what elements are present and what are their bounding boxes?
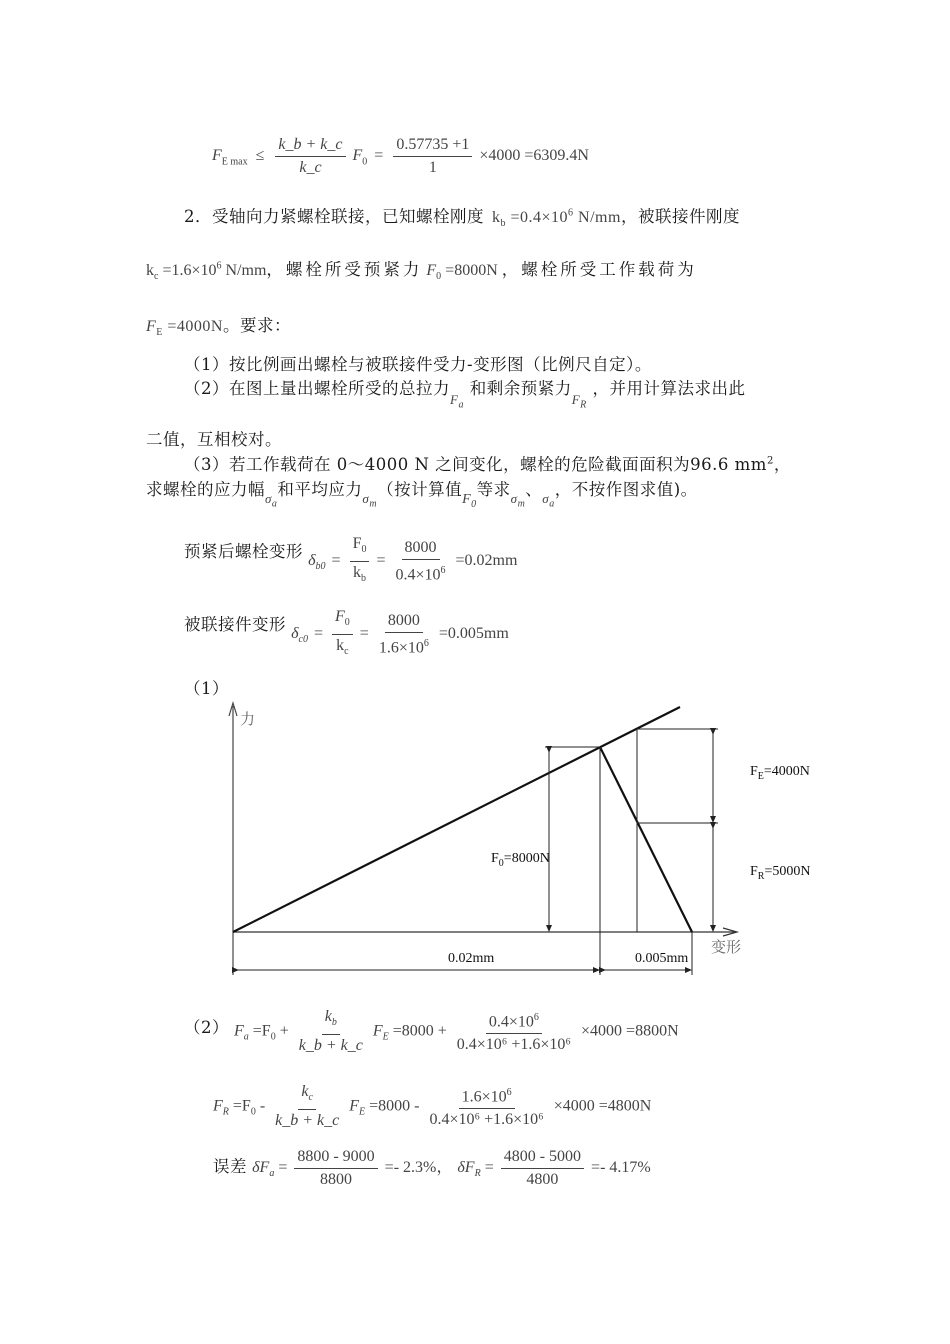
- problem-text: 求螺栓的应力幅: [146, 480, 265, 499]
- fraction-numerator: k_b + k_c: [275, 136, 345, 157]
- part-deformation-result: =0.005mm: [438, 625, 509, 643]
- fa-equation: [234, 1008, 679, 1055]
- stiffness-ratio: [272, 1083, 342, 1130]
- fraction-denominator: 4800: [526, 1171, 559, 1188]
- fraction-numerator: 4800 - 5000: [501, 1148, 584, 1169]
- kb-symbol: k: [324, 1008, 332, 1025]
- f0-value: =8000N: [503, 851, 550, 866]
- fr-equation: [213, 1083, 651, 1130]
- fe-label: [750, 764, 810, 782]
- fa-symbol: F: [450, 392, 459, 407]
- f0-term: =F: [252, 1022, 271, 1040]
- delta-fr-symbol: δF: [457, 1159, 475, 1177]
- bolt-deformation-label: 预紧后螺栓变形: [184, 542, 303, 562]
- f0-symbol: F: [335, 608, 345, 625]
- error-r-result: =- 4.17%: [591, 1159, 651, 1177]
- eq-relation: ≤: [255, 147, 265, 165]
- fr-symbol: F: [571, 392, 581, 407]
- error-fraction-a: [294, 1148, 377, 1189]
- bolt-deform-label: 0.02mm: [448, 951, 495, 966]
- problem-text: ，不按作图求值)。: [554, 480, 698, 499]
- area-exp: 2: [766, 455, 774, 467]
- delta-sub: c0: [298, 634, 308, 646]
- sigma-m: σ: [362, 491, 370, 506]
- fraction-numerator: 0.4×10: [488, 1013, 534, 1031]
- requirement-1: （1）按比例画出螺栓与被联接件受力-变形图（比例尺自定）。: [184, 355, 652, 374]
- kb-unit: N/mm: [578, 209, 621, 226]
- stiffness-ratio: [296, 1008, 366, 1055]
- f0-value: =8000N: [445, 262, 498, 279]
- f0-symbol: F: [426, 262, 437, 279]
- fraction-denominator: 8800: [320, 1171, 352, 1188]
- fa-result: ×4000 =8800N: [581, 1022, 679, 1040]
- fa-numeric: =8000 +: [392, 1022, 447, 1040]
- problem-text: ，螺栓所受预紧力: [266, 260, 423, 279]
- problem-text: ，: [773, 455, 791, 474]
- fraction-denominator: 0.4×10⁶ +1.6×10⁶: [456, 1036, 572, 1054]
- part-deformation-equation: 被联接件变形 $\delta_{c0}$ = $\frac{F_0}{k_c}$ = $\frac{8000}{1.6\times 10^6}$ =0.005mm: [184, 608, 509, 661]
- fraction-numerator: 8800 - 9000: [294, 1148, 377, 1169]
- fr-symbol: F: [213, 1097, 223, 1115]
- f0-symbol: F: [491, 851, 499, 866]
- k-symbol: k: [336, 637, 345, 655]
- kc-unit: N/mm: [225, 262, 267, 279]
- plus-sign: +: [279, 1022, 289, 1040]
- fr-sub: R: [222, 1106, 229, 1118]
- f0-sub: 0: [361, 544, 367, 556]
- problem-text: 、: [525, 480, 543, 499]
- fraction-denominator: k_b + k_c: [298, 1037, 363, 1055]
- fe-sub: E: [757, 770, 764, 782]
- part-deform-label: 0.005mm: [635, 951, 689, 966]
- fe-sub: E: [359, 1106, 366, 1118]
- problem-text: ，并用计算法求出此: [592, 379, 746, 398]
- sigma-m-sub: m: [369, 498, 378, 510]
- fe-symbol: F: [146, 318, 157, 335]
- member-stiffness-line: [600, 747, 692, 932]
- fraction-denominator: k_b + k_c: [275, 1112, 340, 1130]
- f0-symbol: F: [352, 535, 362, 552]
- fraction-numerator: 0.57735 +1: [393, 136, 472, 157]
- delta-fa-symbol: δF: [252, 1159, 270, 1177]
- error-label: 误差: [213, 1157, 247, 1177]
- area-value: 96.6 mm: [690, 455, 767, 474]
- problem-text: 和平均应力: [277, 480, 363, 499]
- sigma-a-sub: a: [271, 498, 278, 510]
- k-sub: c: [344, 646, 349, 658]
- kb-sub: b: [331, 1017, 337, 1029]
- problem-text: 2．受轴向力紧螺栓联接，已知螺栓刚度: [184, 207, 484, 226]
- f0-label: [491, 851, 550, 869]
- kc-symbol: k: [146, 262, 154, 279]
- f0-sub: 0: [436, 271, 442, 283]
- fe-value: =4000N: [763, 764, 810, 779]
- fr-label: [750, 864, 810, 882]
- numeric-fraction: [454, 1009, 574, 1054]
- problem-text: （3）若工作载荷在 0～4000 N 之间变化，螺栓的危险截面面积为: [184, 455, 691, 474]
- fraction-numerator: 8000: [402, 539, 440, 560]
- fe-symbol: F: [750, 764, 758, 779]
- kb-symbol: k: [492, 209, 501, 226]
- k-symbol: k: [353, 564, 362, 582]
- separator: ，: [436, 1157, 454, 1177]
- kb-sub: b: [500, 218, 506, 230]
- kc-sub: c: [308, 1092, 313, 1104]
- numerator-exp: 6: [506, 1086, 512, 1098]
- fr-value: =5000N: [764, 864, 811, 879]
- kb-exp: 6: [568, 207, 574, 219]
- f0-symbol: F: [352, 147, 363, 165]
- fraction-denominator: 1.6×10: [378, 639, 424, 657]
- fr-sub: R: [580, 399, 587, 411]
- kc-sub: c: [154, 271, 159, 283]
- f0-symbol: F: [462, 492, 472, 507]
- sigma-a: σ: [265, 491, 272, 506]
- kc-value: =1.6×10: [162, 262, 217, 279]
- requirement-2-cont: 二值，互相校对。: [146, 430, 282, 449]
- kb-value: =0.4×10: [510, 209, 569, 226]
- error-fraction-r: [501, 1148, 584, 1189]
- delta-fa-sub: a: [269, 1168, 275, 1180]
- fraction-denominator: 0.4×10: [395, 566, 441, 584]
- x-axis-label: 变形: [711, 938, 742, 956]
- denominator-exp: 6: [423, 638, 429, 650]
- fe-value: =4000N: [167, 318, 223, 335]
- problem-text: 。要求：: [222, 316, 291, 335]
- eq-lhs: F: [212, 147, 222, 165]
- kc-symbol: k: [301, 1083, 309, 1100]
- eq-lhs-sub: E max: [221, 156, 248, 168]
- bolt-deformation-result: =0.02mm: [455, 552, 518, 570]
- fr-symbol: F: [750, 864, 758, 879]
- eq-tail: ×4000 =6309.4N: [479, 147, 589, 165]
- delta-sub: b0: [315, 561, 326, 573]
- numerator-exp: 6: [533, 1011, 539, 1023]
- f0-sub: 0: [498, 857, 504, 869]
- fraction-denominator: 0.4×10⁶ +1.6×10⁶: [429, 1111, 544, 1129]
- problem-text: ，螺栓所受工作载荷为: [501, 260, 697, 279]
- numeric-fraction: [427, 1084, 547, 1129]
- f0-sub: 0: [471, 498, 477, 510]
- part-deformation-label: 被联接件变形: [184, 615, 286, 635]
- f0-sub: 0: [362, 156, 368, 168]
- f0-sub: 0: [344, 617, 350, 629]
- problem-text: 和剩余预紧力: [469, 379, 572, 398]
- problem-text: （按计算值: [377, 480, 463, 499]
- part2-label: （2）: [184, 1018, 229, 1037]
- f0-sub: 0: [250, 1106, 256, 1118]
- fe-sub: E: [382, 1031, 389, 1043]
- fe-symbol: F: [349, 1097, 360, 1115]
- fraction-denominator: 1: [428, 159, 437, 176]
- sigma-m: σ: [510, 491, 518, 506]
- fa-sub: a: [458, 399, 464, 411]
- kc-exp: 6: [216, 260, 222, 272]
- delta-fr-sub: R: [474, 1168, 481, 1180]
- delta-symbol: δ: [291, 625, 299, 643]
- fr-sub: R: [757, 870, 765, 882]
- problem-text: ，被联接件刚度: [620, 207, 740, 226]
- fraction-numerator: 1.6×10: [461, 1088, 507, 1106]
- sigma-m-sub: m: [517, 498, 526, 510]
- f0-sub: 0: [270, 1031, 276, 1043]
- fe-symbol: F: [372, 1022, 383, 1040]
- fraction-numerator: 8000: [385, 612, 423, 633]
- fr-result: ×4000 =4800N: [553, 1097, 652, 1115]
- error-equation: 误差 $\delta F_a$ = $\frac{8800 - 9000}{8800}$ =- 2.3%， $\delta F_R$ = $\frac{4800 - 5000}{4800}$ =- 4.17%: [213, 1148, 651, 1188]
- fe-sub: E: [156, 327, 163, 339]
- denominator-exp: 6: [440, 565, 446, 577]
- minus-sign: -: [259, 1097, 266, 1115]
- sigma-a-sub: a: [549, 498, 555, 510]
- f0-term: =F: [232, 1097, 251, 1115]
- fr-numeric: =8000 -: [369, 1097, 420, 1115]
- problem-text: 等求: [476, 480, 511, 499]
- fraction-denominator: k_c: [299, 159, 322, 176]
- delta-symbol: δ: [308, 552, 316, 570]
- diagram-part-label: （1）: [184, 679, 229, 698]
- error-a-result: =- 2.3%: [384, 1159, 437, 1177]
- bolt-deformation-equation: 预紧后螺栓变形 $\delta_{b0}$ = $\frac{F_0}{k_b}$ = $\frac{8000}{0.4\times 10^6}$ =0.02mm: [184, 535, 517, 588]
- equation-fe-max: $F_{E max}$ ≤ $\frac{k\_b + k\_c}{k\_c}$ $F_0$ = $\frac{0.57735 +1}{1}$ ×4000 =6309.4N: [212, 136, 589, 176]
- bolt-stiffness-line: [233, 707, 680, 932]
- fa-symbol: F: [234, 1022, 244, 1040]
- k-sub: b: [361, 573, 367, 585]
- sigma-a: σ: [542, 491, 550, 506]
- y-axis-label: 力: [240, 710, 256, 728]
- fa-sub: a: [243, 1031, 249, 1043]
- problem-text: （2）在图上量出螺栓所受的总拉力: [184, 379, 450, 398]
